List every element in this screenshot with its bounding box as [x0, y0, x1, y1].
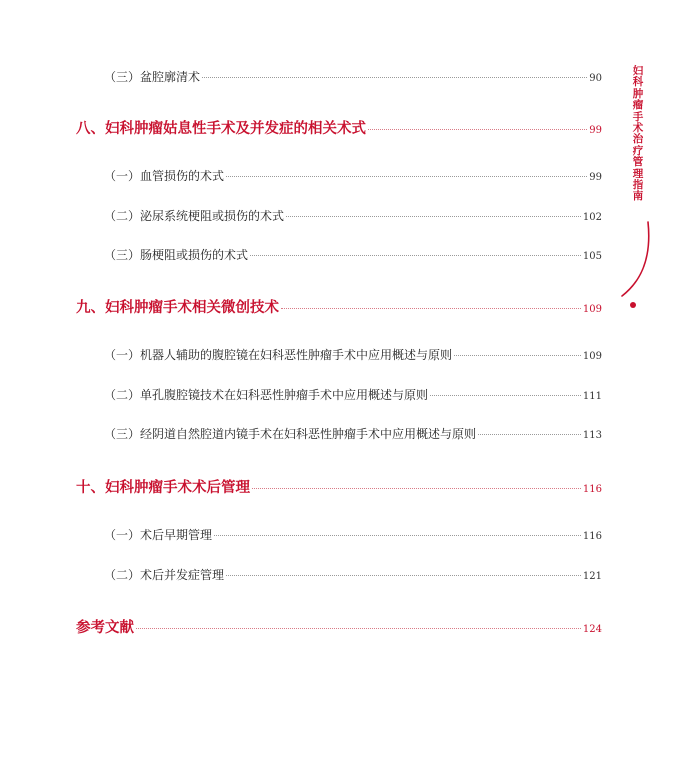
toc-entry[interactable] [104, 207, 602, 224]
dot-leader [281, 308, 581, 309]
toc-entry-label: （二）单孔腹腔镜技术在妇科恶性肿瘤手术中应用概述与原则 [104, 388, 429, 402]
side-title-char: 瘤 [632, 99, 644, 112]
dot-leader [478, 434, 581, 435]
toc-chapter[interactable] [76, 616, 602, 637]
side-title-char: 术 [632, 122, 644, 135]
toc-chapter[interactable] [76, 117, 602, 138]
side-title-char: 管 [632, 156, 644, 169]
dot-leader [252, 488, 581, 489]
toc-entry-page: 99 [589, 172, 602, 183]
side-title-char: 肿 [632, 87, 644, 100]
toc-entry-page: 109 [582, 351, 602, 362]
side-title-char: 妇 [632, 65, 644, 77]
toc-chapter-page: 109 [582, 304, 602, 315]
toc-entry[interactable] [104, 526, 602, 543]
dot-leader [136, 628, 581, 629]
toc-entry-page: 105 [582, 251, 602, 262]
toc-entry-label: （一）机器人辅助的腹腔镜在妇科恶性肿瘤手术中应用概述与原则 [104, 348, 453, 362]
side-title-char: 科 [632, 76, 644, 89]
dot-leader [202, 77, 587, 78]
dot-leader [226, 176, 587, 177]
swoosh-decoration-icon [612, 220, 652, 320]
side-title-char: 南 [632, 190, 644, 203]
toc-entry-page: 111 [582, 391, 602, 402]
toc-entry[interactable] [104, 167, 602, 184]
toc-chapter-page: 116 [582, 484, 602, 495]
toc-entry-page: 121 [582, 571, 602, 582]
dot-leader [368, 129, 587, 130]
toc-entry-label: （三）盆腔廓清术 [104, 70, 201, 84]
toc-chapter[interactable] [76, 476, 602, 497]
side-title-char: 理 [632, 167, 644, 180]
side-title-char: 指 [632, 179, 644, 192]
toc-entry-page: 102 [582, 212, 602, 223]
dot-leader [430, 395, 581, 396]
toc-entry-page: 116 [582, 531, 602, 542]
toc-entry-label: （三）肠梗阻或损伤的术式 [104, 248, 249, 262]
toc-entry[interactable] [104, 566, 602, 583]
toc-entry[interactable] [104, 386, 602, 403]
toc-chapter[interactable] [76, 296, 602, 317]
side-title-char: 疗 [632, 144, 644, 157]
toc-entry[interactable] [104, 68, 602, 85]
toc-entry[interactable] [104, 346, 602, 363]
book-side-title [630, 66, 646, 203]
toc-entry[interactable] [104, 425, 602, 442]
side-title-char: 手 [632, 110, 644, 123]
dot-leader [286, 216, 581, 217]
toc-chapter-label: 十、妇科肿瘤手术术后管理 [76, 480, 250, 496]
side-title-char: 治 [632, 133, 644, 146]
toc-entry-label: （三）经阴道自然腔道内镜手术在妇科恶性肿瘤手术中应用概述与原则 [104, 427, 477, 441]
toc-entry[interactable] [104, 246, 602, 263]
toc-chapter-page: 124 [582, 624, 602, 635]
toc-chapter-page: 99 [589, 125, 602, 136]
dot-leader [226, 575, 581, 576]
dot-leader [250, 255, 581, 256]
dot-leader [454, 355, 581, 356]
toc-entry-label: （一）术后早期管理 [104, 528, 213, 542]
toc-entry-page: 90 [589, 73, 602, 84]
toc-chapter-label: 参考文献 [76, 620, 134, 636]
dot-leader [214, 535, 581, 536]
toc-entry-page: 113 [582, 430, 602, 441]
toc-entry-label: （一）血管损伤的术式 [104, 169, 225, 183]
toc-chapter-label: 九、妇科肿瘤手术相关微创技术 [76, 300, 279, 316]
toc-entry-label: （二）术后并发症管理 [104, 568, 225, 582]
toc-entry-label: （二）泌尿系统梗阻或损伤的术式 [104, 209, 285, 223]
toc-chapter-label: 八、妇科肿瘤姑息性手术及并发症的相关术式 [76, 121, 366, 137]
